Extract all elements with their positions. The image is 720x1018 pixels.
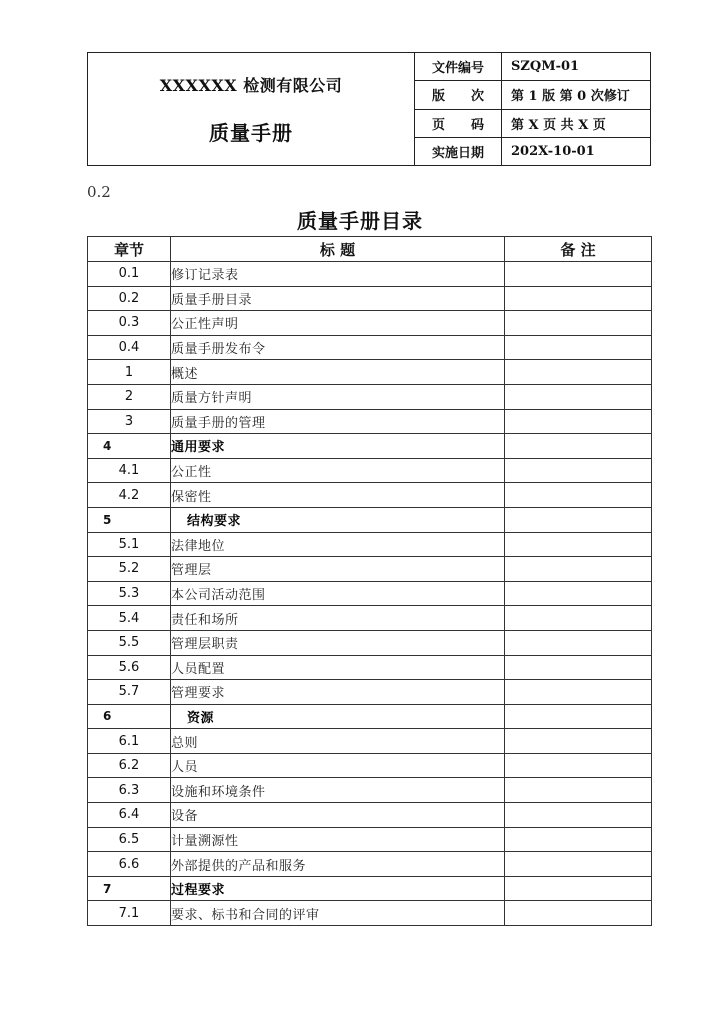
toc-row <box>88 458 652 483</box>
toc-remark <box>505 311 652 336</box>
toc-chapter-row <box>88 876 652 901</box>
toc-section-title: 要求、标书和合同的评审 <box>171 901 505 926</box>
toc-remark <box>505 483 652 508</box>
toc-remark <box>505 557 652 582</box>
toc-row <box>88 827 652 852</box>
toc-row <box>88 581 652 606</box>
toc-section-number: 6.2 <box>88 753 171 778</box>
toc-section-number: 3 <box>88 409 171 434</box>
toc-remark <box>505 753 652 778</box>
toc-remark <box>505 458 652 483</box>
toc-section-title: 质量手册发布令 <box>171 335 505 360</box>
header-row-effective-date <box>415 138 650 165</box>
toc-row <box>88 901 652 926</box>
toc-row <box>88 655 652 680</box>
toc-row <box>88 335 652 360</box>
header-value: 第 1 版 第 0 次修订 <box>511 89 630 105</box>
toc-section-number: 5.7 <box>88 680 171 705</box>
toc-row <box>88 680 652 705</box>
toc-row <box>88 384 652 409</box>
toc-body <box>88 262 652 926</box>
toc-chapter-row <box>88 704 652 729</box>
toc-section-title: 修订记录表 <box>171 262 505 287</box>
toc-remark <box>505 581 652 606</box>
toc-section-number: 5.6 <box>88 655 171 680</box>
document-header <box>87 52 651 166</box>
toc-section-title: 本公司活动范围 <box>171 581 505 606</box>
toc-section-title: 管理层 <box>171 557 505 582</box>
header-row-page <box>415 110 650 138</box>
toc-remark <box>505 901 652 926</box>
toc-header-row <box>88 237 652 262</box>
toc-row <box>88 852 652 877</box>
toc-section-title: 公正性声明 <box>171 311 505 336</box>
toc-section-title: 质量方针声明 <box>171 384 505 409</box>
toc-section-title: 结构要求 <box>171 507 505 532</box>
toc-remark <box>505 507 652 532</box>
toc-section-number: 5.1 <box>88 532 171 557</box>
toc-section-number: 5.2 <box>88 557 171 582</box>
toc-section-number: 6.4 <box>88 803 171 828</box>
toc-chapter-row <box>88 507 652 532</box>
toc-row <box>88 262 652 287</box>
toc-section-title: 质量手册目录 <box>171 286 505 311</box>
toc-section-title: 过程要求 <box>171 876 505 901</box>
toc-section-number: 0.2 <box>88 286 171 311</box>
header-info <box>415 53 650 165</box>
toc-section-number: 1 <box>88 360 171 385</box>
toc-section-number: 5.3 <box>88 581 171 606</box>
toc-section-number: 0.4 <box>88 335 171 360</box>
column-header-remark: 备 注 <box>505 237 652 262</box>
toc-section-number: 0.1 <box>88 262 171 287</box>
toc-remark <box>505 286 652 311</box>
toc-section-number: 6.1 <box>88 729 171 754</box>
toc-section-number: 7 <box>88 876 171 901</box>
toc-remark <box>505 434 652 459</box>
toc-table <box>87 236 652 926</box>
toc-section-number: 6.3 <box>88 778 171 803</box>
toc-remark <box>505 360 652 385</box>
toc-row <box>88 532 652 557</box>
header-value: SZQM-01 <box>511 59 580 75</box>
toc-section-title: 总则 <box>171 729 505 754</box>
toc-row <box>88 753 652 778</box>
column-header-chapter: 章节 <box>88 237 171 262</box>
toc-remark <box>505 827 652 852</box>
toc-remark <box>505 384 652 409</box>
toc-section-title: 公正性 <box>171 458 505 483</box>
toc-section-title: 设施和环境条件 <box>171 778 505 803</box>
toc-remark <box>505 655 652 680</box>
toc-section-title: 保密性 <box>171 483 505 508</box>
toc-remark <box>505 262 652 287</box>
header-label: 页 码 <box>415 110 502 137</box>
header-value: 第 X 页 共 X 页 <box>511 117 606 133</box>
toc-remark <box>505 532 652 557</box>
toc-remark <box>505 852 652 877</box>
toc-remark <box>505 630 652 655</box>
toc-section-title: 概述 <box>171 360 505 385</box>
toc-remark <box>505 803 652 828</box>
manual-title: 质量手册 <box>209 121 293 145</box>
company-name: XXXXXX 检测有限公司 <box>159 76 343 95</box>
toc-section-title: 人员 <box>171 753 505 778</box>
toc-remark <box>505 778 652 803</box>
header-value: 202X-10-01 <box>511 143 595 159</box>
toc-row <box>88 803 652 828</box>
toc-section-number: 5.4 <box>88 606 171 631</box>
toc-section-title: 管理层职责 <box>171 630 505 655</box>
toc-section-title: 质量手册的管理 <box>171 409 505 434</box>
toc-section-number: 6 <box>88 704 171 729</box>
toc-remark <box>505 680 652 705</box>
toc-section-title: 责任和场所 <box>171 606 505 631</box>
toc-row <box>88 483 652 508</box>
toc-row <box>88 630 652 655</box>
toc-row <box>88 360 652 385</box>
header-label: 文件编号 <box>415 53 502 80</box>
toc-section-number: 7.1 <box>88 901 171 926</box>
toc-remark <box>505 704 652 729</box>
toc-title: 质量手册目录 <box>297 209 423 233</box>
toc-row <box>88 729 652 754</box>
toc-row <box>88 606 652 631</box>
toc-section-number: 2 <box>88 384 171 409</box>
toc-remark <box>505 335 652 360</box>
toc-section-number: 4.1 <box>88 458 171 483</box>
toc-section-title: 人员配置 <box>171 655 505 680</box>
toc-row <box>88 557 652 582</box>
toc-row <box>88 409 652 434</box>
toc-section-number: 6.6 <box>88 852 171 877</box>
toc-chapter-row <box>88 434 652 459</box>
toc-row <box>88 311 652 336</box>
toc-remark <box>505 876 652 901</box>
header-row-edition <box>415 81 650 109</box>
toc-section-title: 通用要求 <box>171 434 505 459</box>
header-row-doc-number <box>415 53 650 81</box>
toc-section-number: 0.3 <box>88 311 171 336</box>
toc-section-title: 设备 <box>171 803 505 828</box>
toc-row <box>88 778 652 803</box>
toc-remark <box>505 729 652 754</box>
header-label: 实施日期 <box>415 138 502 165</box>
column-header-title: 标 题 <box>171 237 505 262</box>
toc-section-number: 4 <box>88 434 171 459</box>
toc-section-title: 资源 <box>171 704 505 729</box>
toc-section-title: 外部提供的产品和服务 <box>171 852 505 877</box>
toc-section-number: 6.5 <box>88 827 171 852</box>
toc-remark <box>505 409 652 434</box>
header-label: 版 次 <box>415 81 502 108</box>
toc-section-title: 计量溯源性 <box>171 827 505 852</box>
toc-section-number: 4.2 <box>88 483 171 508</box>
toc-row <box>88 286 652 311</box>
section-code: 0.2 <box>87 183 111 201</box>
toc-section-number: 5.5 <box>88 630 171 655</box>
toc-section-title: 管理要求 <box>171 680 505 705</box>
toc-remark <box>505 606 652 631</box>
header-left <box>88 53 415 165</box>
toc-section-title: 法律地位 <box>171 532 505 557</box>
toc-section-number: 5 <box>88 507 171 532</box>
